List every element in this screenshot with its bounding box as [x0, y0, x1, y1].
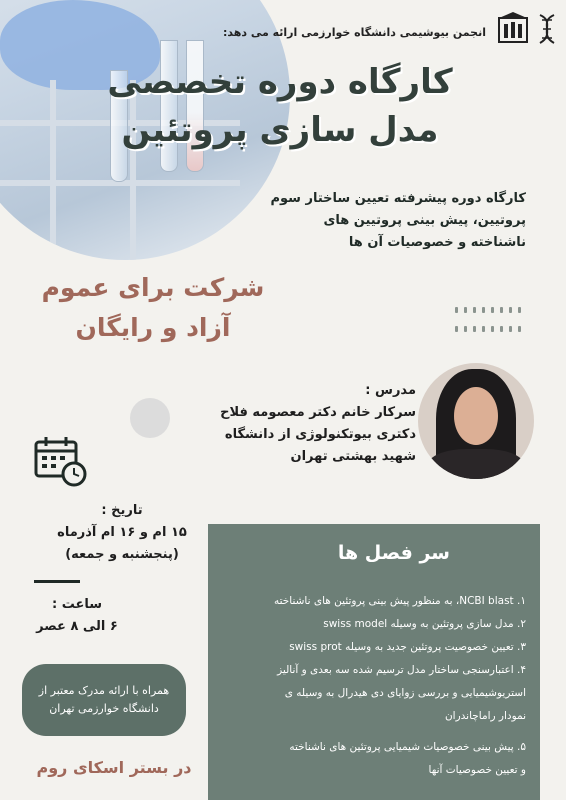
syllabus-item: و تعیین خصوصیات آنها: [428, 764, 526, 776]
syllabus-item: ۳. تعیین خصوصیت پروتئین جدید به وسیله swiss prot: [289, 641, 526, 653]
decorative-dots: [452, 300, 532, 338]
date-label: تاریخ :: [101, 503, 143, 518]
time-value: ۶ الی ۸ عصر: [36, 619, 118, 634]
workshop-description: [226, 188, 526, 254]
syllabus-panel: [208, 524, 540, 800]
time-info: [22, 594, 132, 638]
divider: [34, 580, 80, 583]
free-line-2: آزاد و رایگان: [75, 313, 231, 342]
title-line-1: کارگاه دوره تخصصی: [107, 62, 453, 102]
certificate-badge: [22, 664, 186, 736]
free-admission-text: [18, 268, 288, 348]
biochemistry-association-logo-icon: [530, 12, 564, 46]
calendar-clock-icon: [34, 436, 88, 488]
syllabus-item: ۲. مدل سازی پروتئین به وسیله swiss model: [323, 618, 526, 630]
syllabus-item: نمودار راماچاندران: [444, 710, 526, 722]
syllabus-list: [226, 590, 526, 782]
syllabus-item: ۵. پیش بینی خصوصیات شیمیایی پروتئین های ناشناخته: [289, 741, 526, 753]
description-line: پروتیین، پیش بینی پروتیین های: [323, 213, 526, 228]
syllabus-item: استریوشیمیایی و بررسی زوایای دی هیدرال به وسیله ی: [284, 687, 526, 699]
date-info: [22, 500, 222, 566]
title-line-2: مدل سازی پروتئین: [121, 110, 439, 150]
instructor-name: سرکار خانم دکتر معصومه فلاح: [220, 405, 416, 420]
date-value: ۱۵ ام و ۱۶ ام آذرماه: [57, 525, 187, 540]
date-days: (پنجشنبه و جمعه): [65, 547, 179, 562]
instructor-info: [196, 380, 416, 468]
instructor-label: مدرس :: [365, 383, 416, 398]
platform-text: در بستر اسکای روم: [36, 758, 192, 777]
syllabus-title: سر فصل ها: [337, 542, 450, 564]
certificate-line-2: دانشگاه خوارزمی تهران: [49, 702, 159, 715]
organizer-line: انجمن بیوشیمی دانشگاه خوارزمی ارائه می دهد:: [222, 26, 486, 39]
decorative-circle: [130, 398, 170, 438]
syllabus-item: ۴. اعتبارسنجی ساختار مدل ترسیم شده سه بعدی و آنالیز: [277, 664, 526, 676]
rack-bar: [50, 80, 56, 260]
university-logo-icon: [496, 12, 530, 46]
page-title: [90, 58, 470, 154]
instructor-photo: [418, 363, 534, 479]
instructor-university: شهید بهشتی تهران: [290, 449, 416, 464]
instructor-degree: دکتری بیوتکنولوژی از دانشگاه: [224, 427, 416, 442]
time-label: ساعت :: [51, 597, 103, 612]
syllabus-item: ۱. NCBI blast، به منظور پیش بینی پروتئین های ناشناخته: [273, 595, 526, 607]
free-line-1: شرکت برای عموم: [41, 273, 265, 302]
description-line: کارگاه دوره پیشرفته تعیین ساختار سوم: [270, 191, 526, 206]
description-line: ناشناخته و خصوصیات آن ها: [348, 235, 526, 250]
certificate-line-1: همراه با ارائه مدرک معتبر از: [38, 684, 170, 697]
